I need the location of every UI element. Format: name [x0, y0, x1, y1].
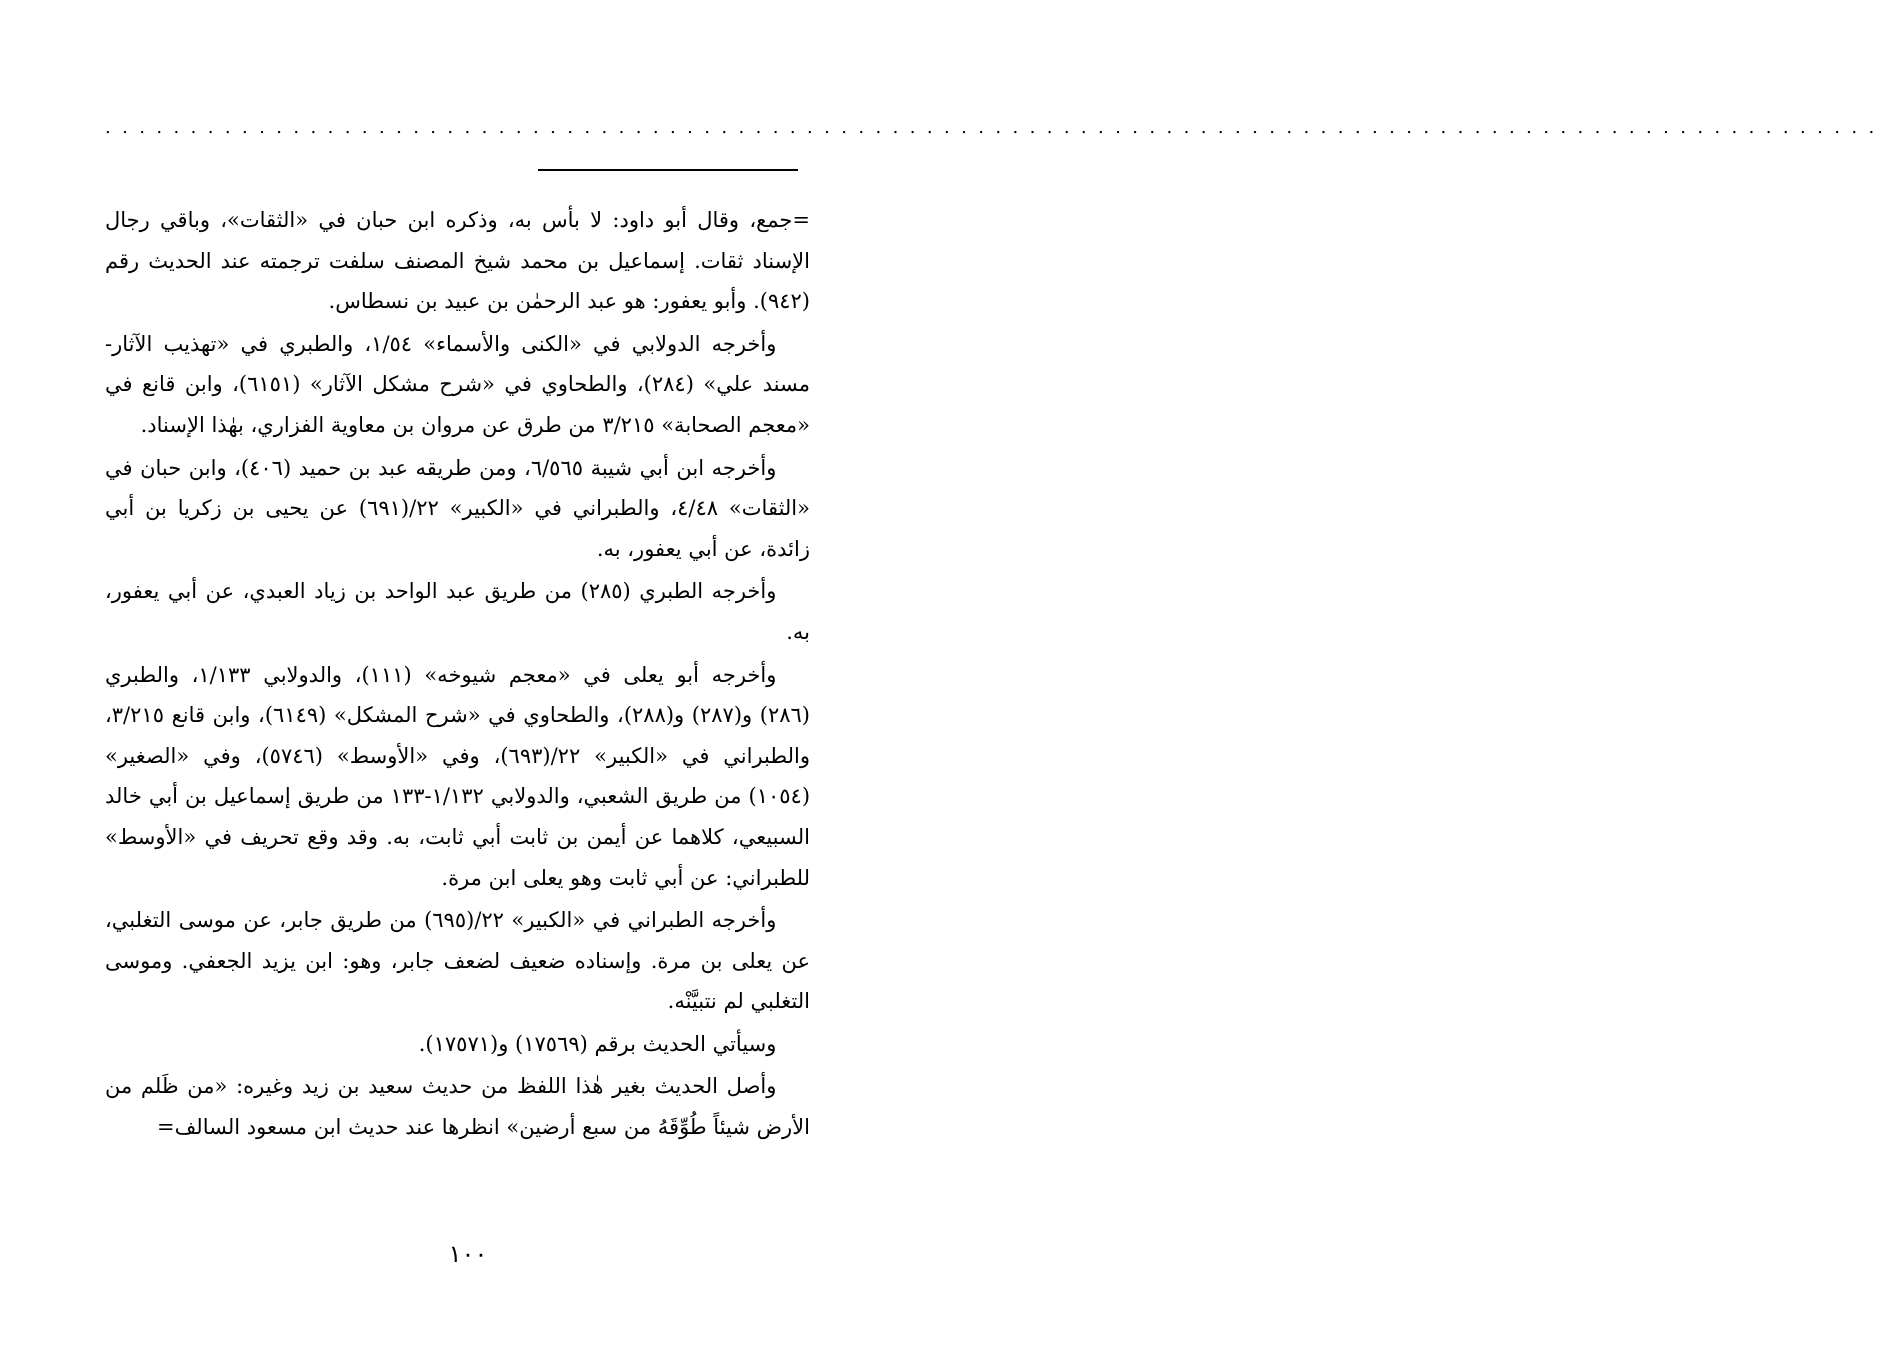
- footnote-paragraph: =جمع، وقال أبو داود: لا بأس به، وذكره ابن حبان في «الثقات»، وباقي رجال الإسناد ثقات. إسماعيل بن محمد شيخ المصنف سلفت ترجمته عند الحديث رقم (٩٤٢). وأبو يعفور: هو عبد الرحمٰن بن عبيد بن نسطاس.: [105, 208, 810, 314]
- footnote-paragraph: وسيأتي الحديث برقم (١٧٥٦٩) و(١٧٥٧١).: [418, 1031, 777, 1056]
- footnote-paragraph: وأخرجه أبو يعلى في «معجم شيوخه» (١١١)، والدولابي ١/١٣٣، والطبري (٢٨٦) و(٢٨٧) و(٢٨٨)، والطحاوي في «شرح المشكل» (٦١٤٩)، وابن قانع ٣/٢١٥، والطبراني في «الكبير» ٢٢/(٦٩٣)، وفي «الأوسط» (٥٧٤٦)، وفي «الصغير» (١٠٥٤) من طريق الشعبي، والدولابي ١/١٣٢-١٣٣ من طريق إسماعيل بن أبي خالد السبيعي، كلاهما عن أيمن بن ثابت أبي ثابت، به. وقد وقع تحريف في «الأوسط» للطبراني: عن أبي ثابت وهو يعلى ابن مرة.: [105, 662, 811, 890]
- footnote-rule: [538, 169, 798, 171]
- footnote-paragraph: وأصل الحديث بغير هٰذا اللفظ من حديث سعيد بن زيد وغيره: «من ظَلم من الأرض شيئاً طُوِّقَهُ من سبع أرضين» انظرها عند حديث ابن مسعود السالف=: [105, 1074, 810, 1140]
- footnote-paragraph: وأخرجه ابن أبي شيبة ٦/٥٦٥، ومن طريقه عبد بن حميد (٤٠٦)، وابن حبان في «الثقات» ٤/٤٨، والطبراني في «الكبير» ٢٢/(٦٩١) عن يحيى بن زكريا بن أبي زائدة، عن أبي يعفور، به.: [105, 455, 810, 561]
- dotted-separator: ........................................................................................................: [105, 117, 1886, 138]
- footnote-paragraph: وأخرجه الطبري (٢٨٥) من طريق عبد الواحد بن زياد العبدي، عن أبي يعفور، به.: [105, 579, 810, 644]
- page-number: ١٠٠: [448, 1240, 488, 1268]
- footnote-paragraph: وأخرجه الدولابي في «الكنى والأسماء» ١/٥٤، والطبري في «تهذيب الآثار- مسند علي» (٢٨٤)، والطحاوي في «شرح مشكل الآثار» (٦١٥١)، وابن قانع في «معجم الصحابة» ٣/٢١٥ من طرق عن مروان بن معاوية الفزاري، بهٰذا الإسناد.: [105, 331, 810, 437]
- footnotes-block: [105, 200, 810, 1150]
- footnote-paragraph: وأخرجه الطبراني في «الكبير» ٢٢/(٦٩٥) من طريق جابر، عن موسى التغلبي، عن يعلى بن مرة. وإسناده ضعيف لضعف جابر، وهو: ابن يزيد الجعفي. وموسى التغلبي لم نتبيَّنْه.: [105, 908, 810, 1014]
